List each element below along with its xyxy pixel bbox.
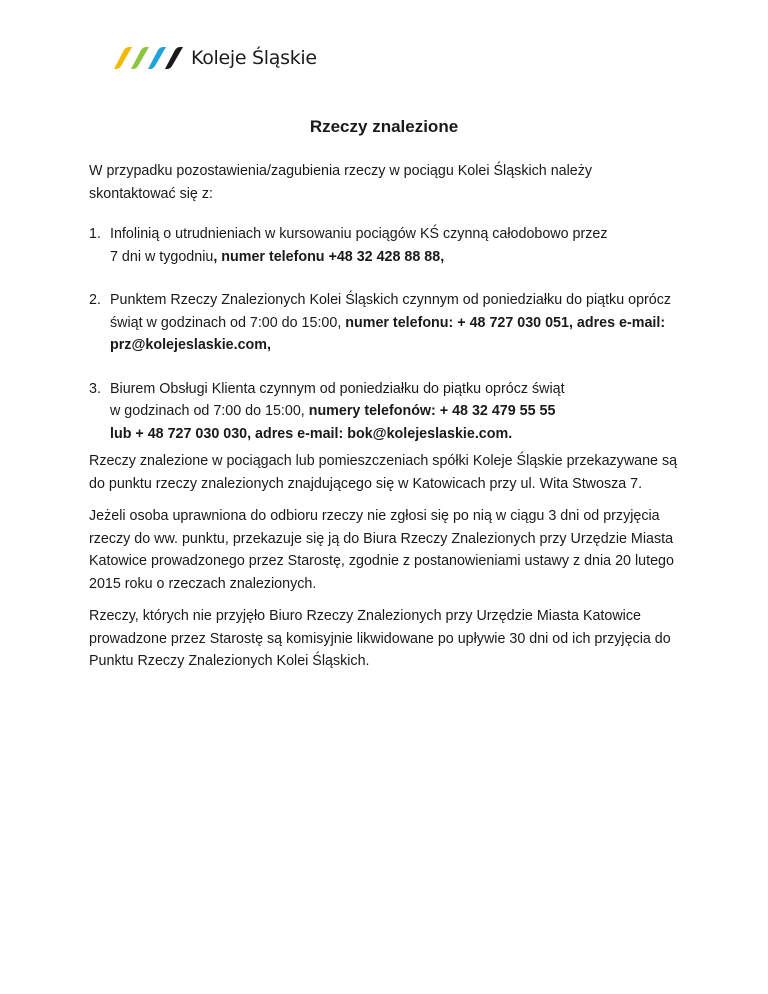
paragraph: Rzeczy, których nie przyjęło Biuro Rzeczy Znalezionych przy Urzędzie Miasta Katowice prowadzone przez Starostę są komisyjnie likwidowane po upływie 30 dni od ich przyjęcia do Punktu Rzeczy Znalezionych Kolei Śląskich. bbox=[89, 608, 671, 669]
contact-details: lub + 48 727 030 030, adres e-mail: bok@kolejeslaskie.com. bbox=[110, 425, 513, 442]
list-item bbox=[89, 289, 679, 357]
list-text: 7 dni w tygodniu bbox=[110, 248, 214, 265]
list-item bbox=[89, 378, 679, 446]
contact-details: numer telefonu: + 48 727 030 051, adres e-mail: prz@kolejeslaskie.com, bbox=[110, 314, 666, 353]
logo-text: Koleje Śląskie bbox=[191, 47, 317, 69]
document-body bbox=[89, 160, 679, 673]
list-number: 2. bbox=[89, 292, 101, 308]
paragraph: Jeżeli osoba uprawniona do odbioru rzeczy nie zgłosi się po nią w ciągu 3 dni od przyjęcia rzeczy do ww. punktu, przekazuje się ją do Biura Rzeczy Znalezionych przy Urzędzie Miasta Katowice prowadzonego przez Starostę, zgodnie z postanowieniami ustawy z dnia 20 lutego 2015 roku o rzeczach znalezionych. bbox=[89, 508, 674, 592]
intro-text: W przypadku pozostawienia/zagubienia rzeczy w pociągu Kolei Śląskich należy skontaktować się z: bbox=[89, 163, 593, 202]
logo-stripes-icon bbox=[108, 47, 186, 69]
list-text: Biurem Obsługi Klienta czynnym od poniedziałku do piątku oprócz świąt bbox=[110, 380, 565, 397]
list-text: Infolinią o utrudnieniach w kursowaniu pociągów KŚ czynną całodobowo przez bbox=[110, 226, 608, 242]
page-title: Rzeczy znalezione bbox=[309, 117, 459, 136]
phone-numbers: numery telefonów: + 48 32 479 55 55 bbox=[308, 403, 556, 419]
phone-number: , numer telefonu +48 32 428 88 88, bbox=[213, 248, 445, 265]
list-number: 1. bbox=[89, 226, 101, 242]
list-number: 3. bbox=[89, 380, 101, 397]
list-text: w godzinach od 7:00 do 15:00, bbox=[110, 403, 309, 419]
logo bbox=[108, 46, 317, 70]
list-text: Punktem Rzeczy Znalezionych Kolei Śląskich czynnym od poniedziałku do piątku oprócz świąt w godzinach od 7:00 do 15:00, bbox=[110, 292, 672, 331]
list-item bbox=[89, 223, 679, 268]
paragraph: Rzeczy znalezione w pociągach lub pomieszczeniach spółki Koleje Śląskie przekazywane są do punktu rzeczy znalezionych znajdującego się w Katowicach przy ul. Wita Stwosza 7. bbox=[89, 453, 678, 492]
